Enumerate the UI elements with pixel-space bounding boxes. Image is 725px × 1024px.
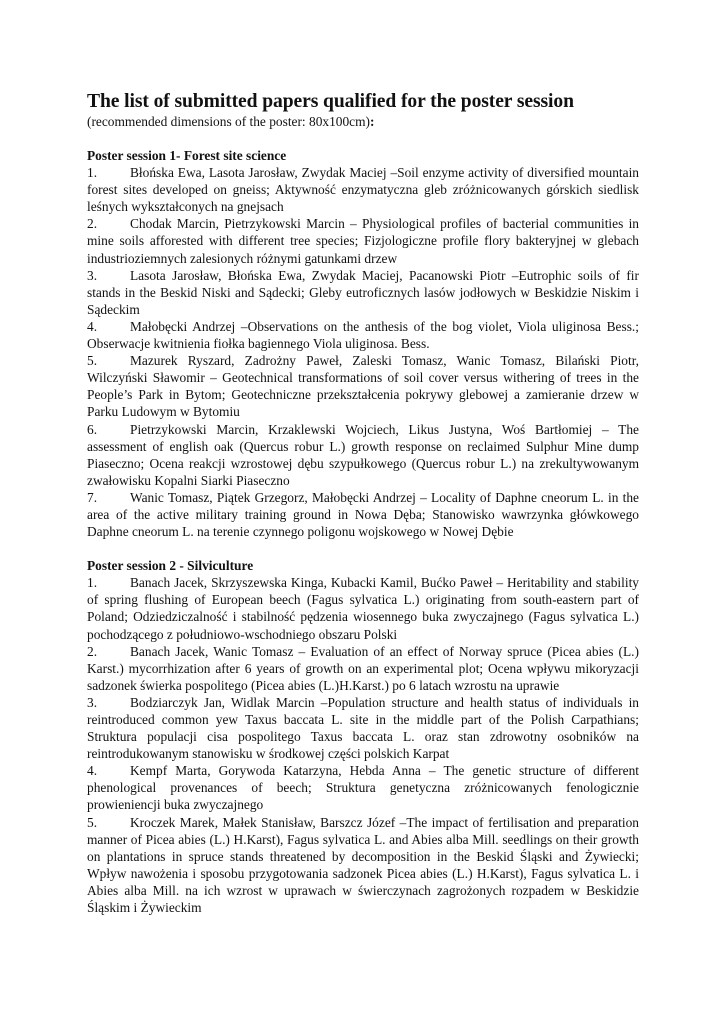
entry-number: 3.	[87, 267, 98, 283]
poster-session-2	[87, 557, 639, 916]
entry-text: Kempf Marta, Gorywoda Katarzyna, Hebda Anna – The genetic structure of different phenological provenances of beech; Struktura genetyczna zróżnicowanych fenologicznie prowieniencji buka zwyczajnego	[87, 763, 639, 813]
paper-entry	[87, 352, 639, 420]
entry-number: 1.	[87, 165, 98, 181]
paper-entry	[87, 215, 639, 266]
entry-number: 3.	[87, 694, 98, 710]
paper-entry	[87, 421, 639, 489]
paper-entry	[87, 574, 639, 642]
page-title: The list of submitted papers qualified for the poster session	[87, 91, 574, 112]
session-heading: Poster session 1- Forest site science	[87, 148, 287, 163]
entry-number: 4.	[87, 318, 98, 334]
entry-text: Lasota Jarosław, Błońska Ewa, Zwydak Maciej, Pacanowski Piotr –Eutrophic soils of fir stands in the Beskid Niski and Sądecki; Gleby eutroficznych lasów jodłowych w Beskidzie Niskim i Sądeckim	[87, 267, 639, 317]
poster-session-1	[87, 147, 639, 540]
paper-entry	[87, 489, 639, 540]
entry-number: 1.	[87, 575, 98, 591]
paper-entry	[87, 267, 639, 318]
entry-text: Błońska Ewa, Lasota Jarosław, Zwydak Maciej –Soil enzyme activity of diversified mountain forest sites developed on gneiss; Aktywność enzymatyczna gleb zróżnicowanych górskich siedlisk leśnych wykształconych na gnejsach	[87, 165, 639, 215]
paper-entry	[87, 694, 639, 762]
paper-entry	[87, 164, 639, 215]
entry-number: 4.	[87, 763, 98, 779]
entry-text: Pietrzykowski Marcin, Krzaklewski Wojciech, Likus Justyna, Woś Bartłomiej – The assessment of english oak (Quercus robur L.) growth response on reclaimed Sulphur Mine dump Piaseczno; Ocena reakcji wzrostowej dębu szypułkowego (Quercus robur L.) na zrekultywowanym zwałowisku Kopalni Siarki Piaseczno	[87, 421, 639, 488]
page-subtitle	[87, 114, 639, 130]
entry-text: Mazurek Ryszard, Zadrożny Paweł, Zaleski Tomasz, Wanic Tomasz, Bilański Piotr, Wilczyński Sławomir – Geotechnical transformations of soil cover versus withering of trees in the People’s Park in Bytom; Geotechniczne przekształcenia pokrywy glebowej a zamieranie drzew w Parku Ludowym w Bytomiu	[87, 353, 639, 420]
paper-entry	[87, 318, 639, 352]
subtitle-colon: :	[370, 114, 375, 129]
entry-number: 2.	[87, 216, 98, 232]
entry-number: 7.	[87, 489, 98, 505]
subtitle-text: (recommended dimensions of the poster: 80x100cm)	[87, 114, 370, 129]
entry-text: Wanic Tomasz, Piątek Grzegorz, Małobęcki Andrzej – Locality of Daphne cneorum L. in the area of the active military training ground in Nowa Dęba; Stanowisko wawrzynka główkowego Daphne cneorum L. na terenie czynnego poligonu wojskowego w Nowej Dębie	[87, 489, 639, 540]
entry-text: Kroczek Marek, Małek Stanisław, Barszcz Józef –The impact of fertilisation and preparation manner of Picea abies (L.) H.Karst), Fagus sylvatica L. and Abies alba Mill. seedlings on their growth on plantations in spruce stands threatened by decomposition in the Beskid Śląski and Żywiecki; Wpływ nawożenia i sposobu przygotowania sadzonek Picea abies (L.) H.Karst), Fagus sylvatica L. i Abies alba Mill. na ich wzrost w uprawach w świerczynach zagrożonych rozpadem w Beskidzie Śląskim i Żywieckim	[87, 814, 639, 916]
entry-text: Małobęcki Andrzej –Observations on the anthesis of the bog violet, Viola uliginosa Bess.; Obserwacje kwitnienia fiołka bagiennego Viola uliginosa. Bess.	[87, 318, 639, 352]
entry-number: 2.	[87, 643, 98, 659]
entry-number: 6.	[87, 421, 98, 437]
paper-entry	[87, 762, 639, 813]
entry-text: Banach Jacek, Skrzyszewska Kinga, Kubacki Kamil, Bućko Paweł – Heritability and stability of spring flushing of European beech (Fagus sylvatica L.) originating from south-eastern part of Poland; Odziedziczalność i stabilność pędzenia wiosennego buka zwyczajnego (Fagus sylvatica L.) pochodzącego z południowo-wschodniego obszaru Polski	[87, 575, 639, 642]
entry-text: Bodziarczyk Jan, Widlak Marcin –Population structure and health status of individuals in reintroduced common yew Taxus baccata L. site in the middle part of the Polish Carpathians; Struktura populacji cisa pospolitego Taxus baccata L. oraz stan zdrowotny osobników na reintrodukowanym stanowisku w środkowej części polskich Karpat	[87, 694, 639, 762]
paper-entry	[87, 814, 639, 917]
entry-text: Chodak Marcin, Pietrzykowski Marcin – Physiological profiles of bacterial communities in mine soils afforested with different tree species; Fizjologiczne profile flory bakteryjnej w glebach industrioziemnych zalesionych różnymi gatunkami drzew	[87, 216, 639, 266]
session-heading: Poster session 2 - Silviculture	[87, 558, 254, 574]
paper-entry	[87, 643, 639, 694]
entry-number: 5.	[87, 353, 98, 369]
entry-text: Banach Jacek, Wanic Tomasz – Evaluation of an effect of Norway spruce (Picea abies (L.) Karst.) mycorrhization after 6 years of growth on an experimental plot; Ocena wpływu mikoryzacji sadzonek świerka pospolitego (Picea abies (L.)H.Karst.) po 6 latach wzrostu na uprawie	[87, 643, 639, 693]
entry-number: 5.	[87, 814, 98, 830]
document-page	[87, 90, 639, 916]
